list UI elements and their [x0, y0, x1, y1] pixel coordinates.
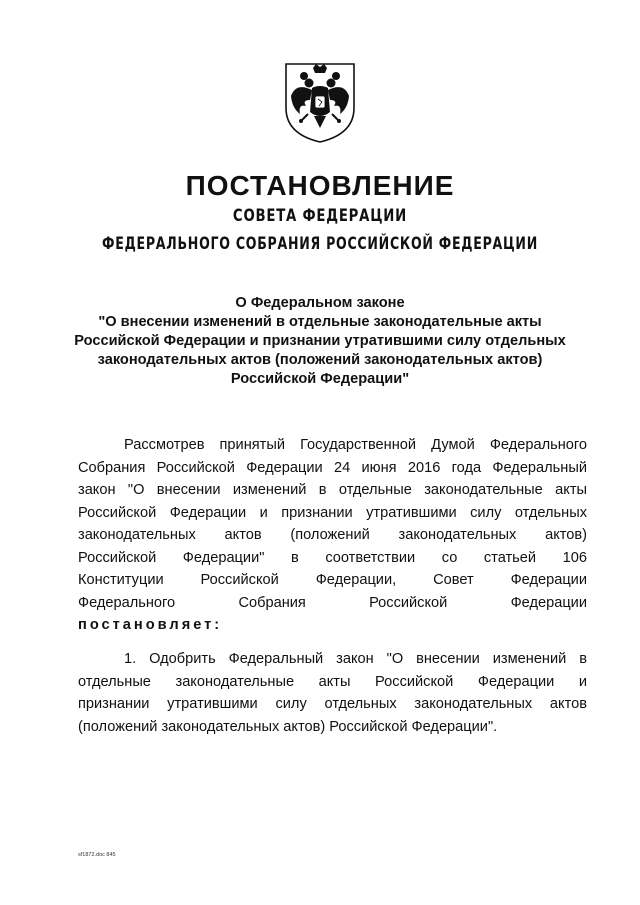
paragraph-line: отдельные законодательные акты Российской Федерации и — [78, 673, 587, 690]
issuer-line-1: СОВЕТА ФЕДЕРАЦИИ — [232, 206, 408, 226]
paragraph-line: Федерального Собрания Российской Федерации — [78, 594, 587, 611]
law-heading-line: законодательных актов (положений законодательных актов) — [97, 352, 543, 368]
paragraph-line: законодательных актов (положений законодательных актов) — [78, 527, 587, 543]
paragraph-line: Собрания Российской Федерации 24 июня 2016 года Федеральный — [78, 459, 587, 476]
law-heading-line: "О внесении изменений в отдельные законодательные акты — [98, 314, 542, 330]
decree-word: постановляет: — [78, 617, 223, 633]
paragraph-line: Рассмотрев принятый Государственной Думой Федерального — [124, 437, 587, 453]
paragraph-line: Конституции Российской Федерации, Совет Федерации — [78, 572, 587, 588]
resolution-paragraph — [78, 434, 587, 637]
russian-coat-of-arms-icon — [282, 60, 358, 144]
paragraph-line: Российской Федерации и признании утратившими силу отдельных — [78, 504, 587, 521]
paragraph-line: (положений законодательных актов) Российской Федерации". — [78, 718, 498, 735]
law-heading-line: Российской Федерации" — [230, 371, 410, 387]
document-code: sf1872.doc 845 — [78, 852, 116, 858]
paragraph-line: закон "О внесении изменений в отдельные законодательные акты — [78, 482, 587, 498]
paragraph-line: 1. Одобрить Федеральный закон "О внесении изменений в — [124, 651, 587, 667]
paragraph-line: признании утратившими силу отдельных законодательных актов — [78, 696, 587, 712]
approval-paragraph — [78, 648, 587, 738]
paragraph-line: Российской Федерации" в соответствии со статьей 106 — [78, 549, 587, 566]
issuer-line-2: ФЕДЕРАЛЬНОГО СОБРАНИЯ РОССИЙСКОЙ ФЕДЕРАЦИИ — [102, 234, 538, 254]
law-heading-line: Российской Федерации и признании утратившими силу отдельных — [74, 333, 566, 349]
document-title: ПОСТАНОВЛЕНИЕ — [185, 170, 455, 201]
law-heading — [40, 294, 600, 389]
law-heading-line: О Федеральном законе — [235, 295, 405, 311]
